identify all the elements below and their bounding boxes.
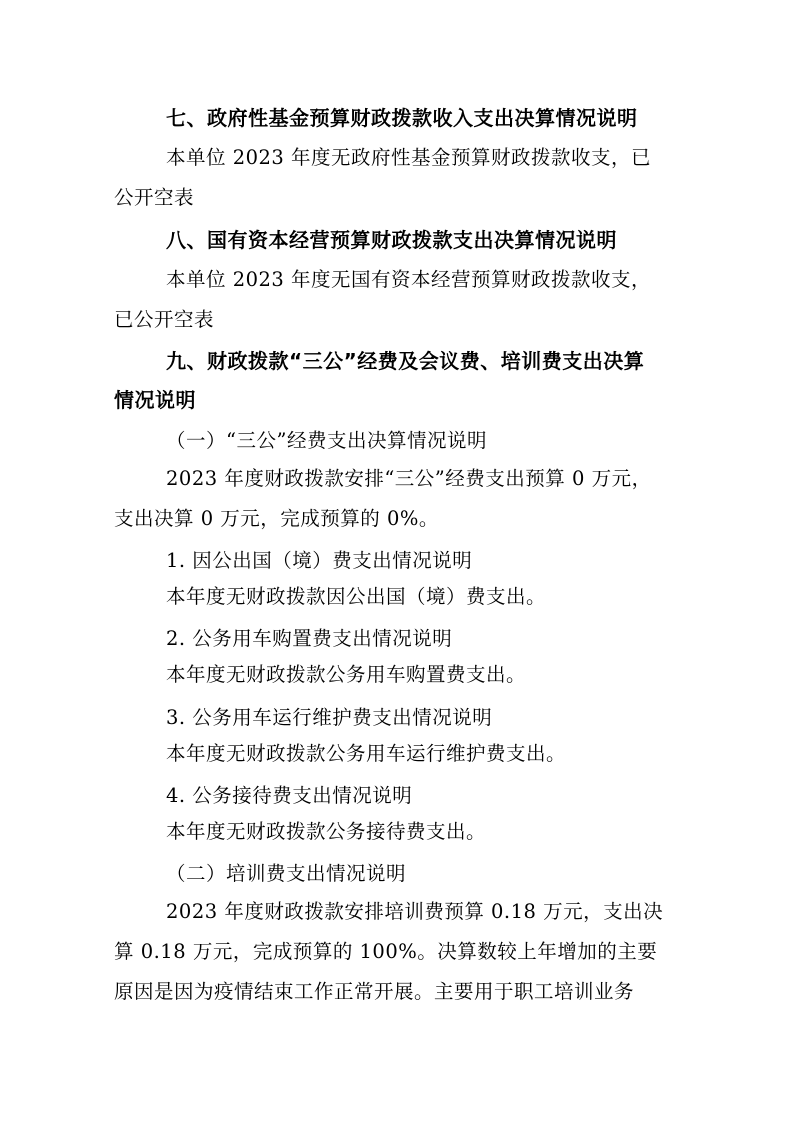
- item-text: 本年度无财政拨款公务用车运行维护费支出。: [166, 742, 567, 765]
- section7-paragraph-line2: 公开空表: [114, 186, 195, 209]
- subsection1-heading: （一）“三公”经费支出决算情况说明: [166, 429, 487, 452]
- subsection2-paragraph-line3: 原因是因为疫情结束工作正常开展。主要用于职工培训业务: [114, 980, 635, 1003]
- section9-heading-line1: 九、财政拨款“三公”经费及会议费、培训费支出决算: [166, 349, 645, 373]
- item-text: 本年度无财政拨款因公出国（境）费支出。: [166, 585, 547, 608]
- item-title: 3. 公务用车运行维护费支出情况说明: [166, 706, 493, 729]
- item-text: 本年度无财政拨款公务接待费支出。: [166, 820, 487, 843]
- section7-paragraph-line1: 本单位 2023 年度无政府性基金预算财政拨款收支，已: [166, 146, 652, 169]
- section7-heading: 七、政府性基金预算财政拨款收入支出决算情况说明: [166, 106, 638, 130]
- subsection1-paragraph-line1: 2023 年度财政拨款安排“三公”经费支出预算 0 万元，: [166, 467, 652, 490]
- section8-paragraph-line1: 本单位 2023 年度无国有资本经营预算财政拨款收支，: [166, 268, 652, 291]
- item-title: 4. 公务接待费支出情况说明: [166, 784, 413, 807]
- subsection2-heading: （二）培训费支出情况说明: [166, 862, 407, 885]
- item-title: 1. 因公出国（境）费支出情况说明: [166, 549, 473, 572]
- section8-heading: 八、国有资本经营预算财政拨款支出决算情况说明: [166, 228, 617, 252]
- item-text: 本年度无财政拨款公务用车购置费支出。: [166, 663, 527, 686]
- subsection2-paragraph-line1: 2023 年度财政拨款安排培训费预算 0.18 万元，支出决: [166, 900, 664, 923]
- section9-heading-line2: 情况说明: [114, 388, 196, 412]
- subsection1-paragraph-line2: 支出决算 0 万元，完成预算的 0%。: [114, 507, 439, 530]
- subsection2-paragraph-line2: 算 0.18 万元，完成预算的 100%。决算数较上年增加的主要: [114, 940, 658, 963]
- item-title: 2. 公务用车购置费支出情况说明: [166, 627, 453, 650]
- section8-paragraph-line2: 已公开空表: [114, 308, 215, 331]
